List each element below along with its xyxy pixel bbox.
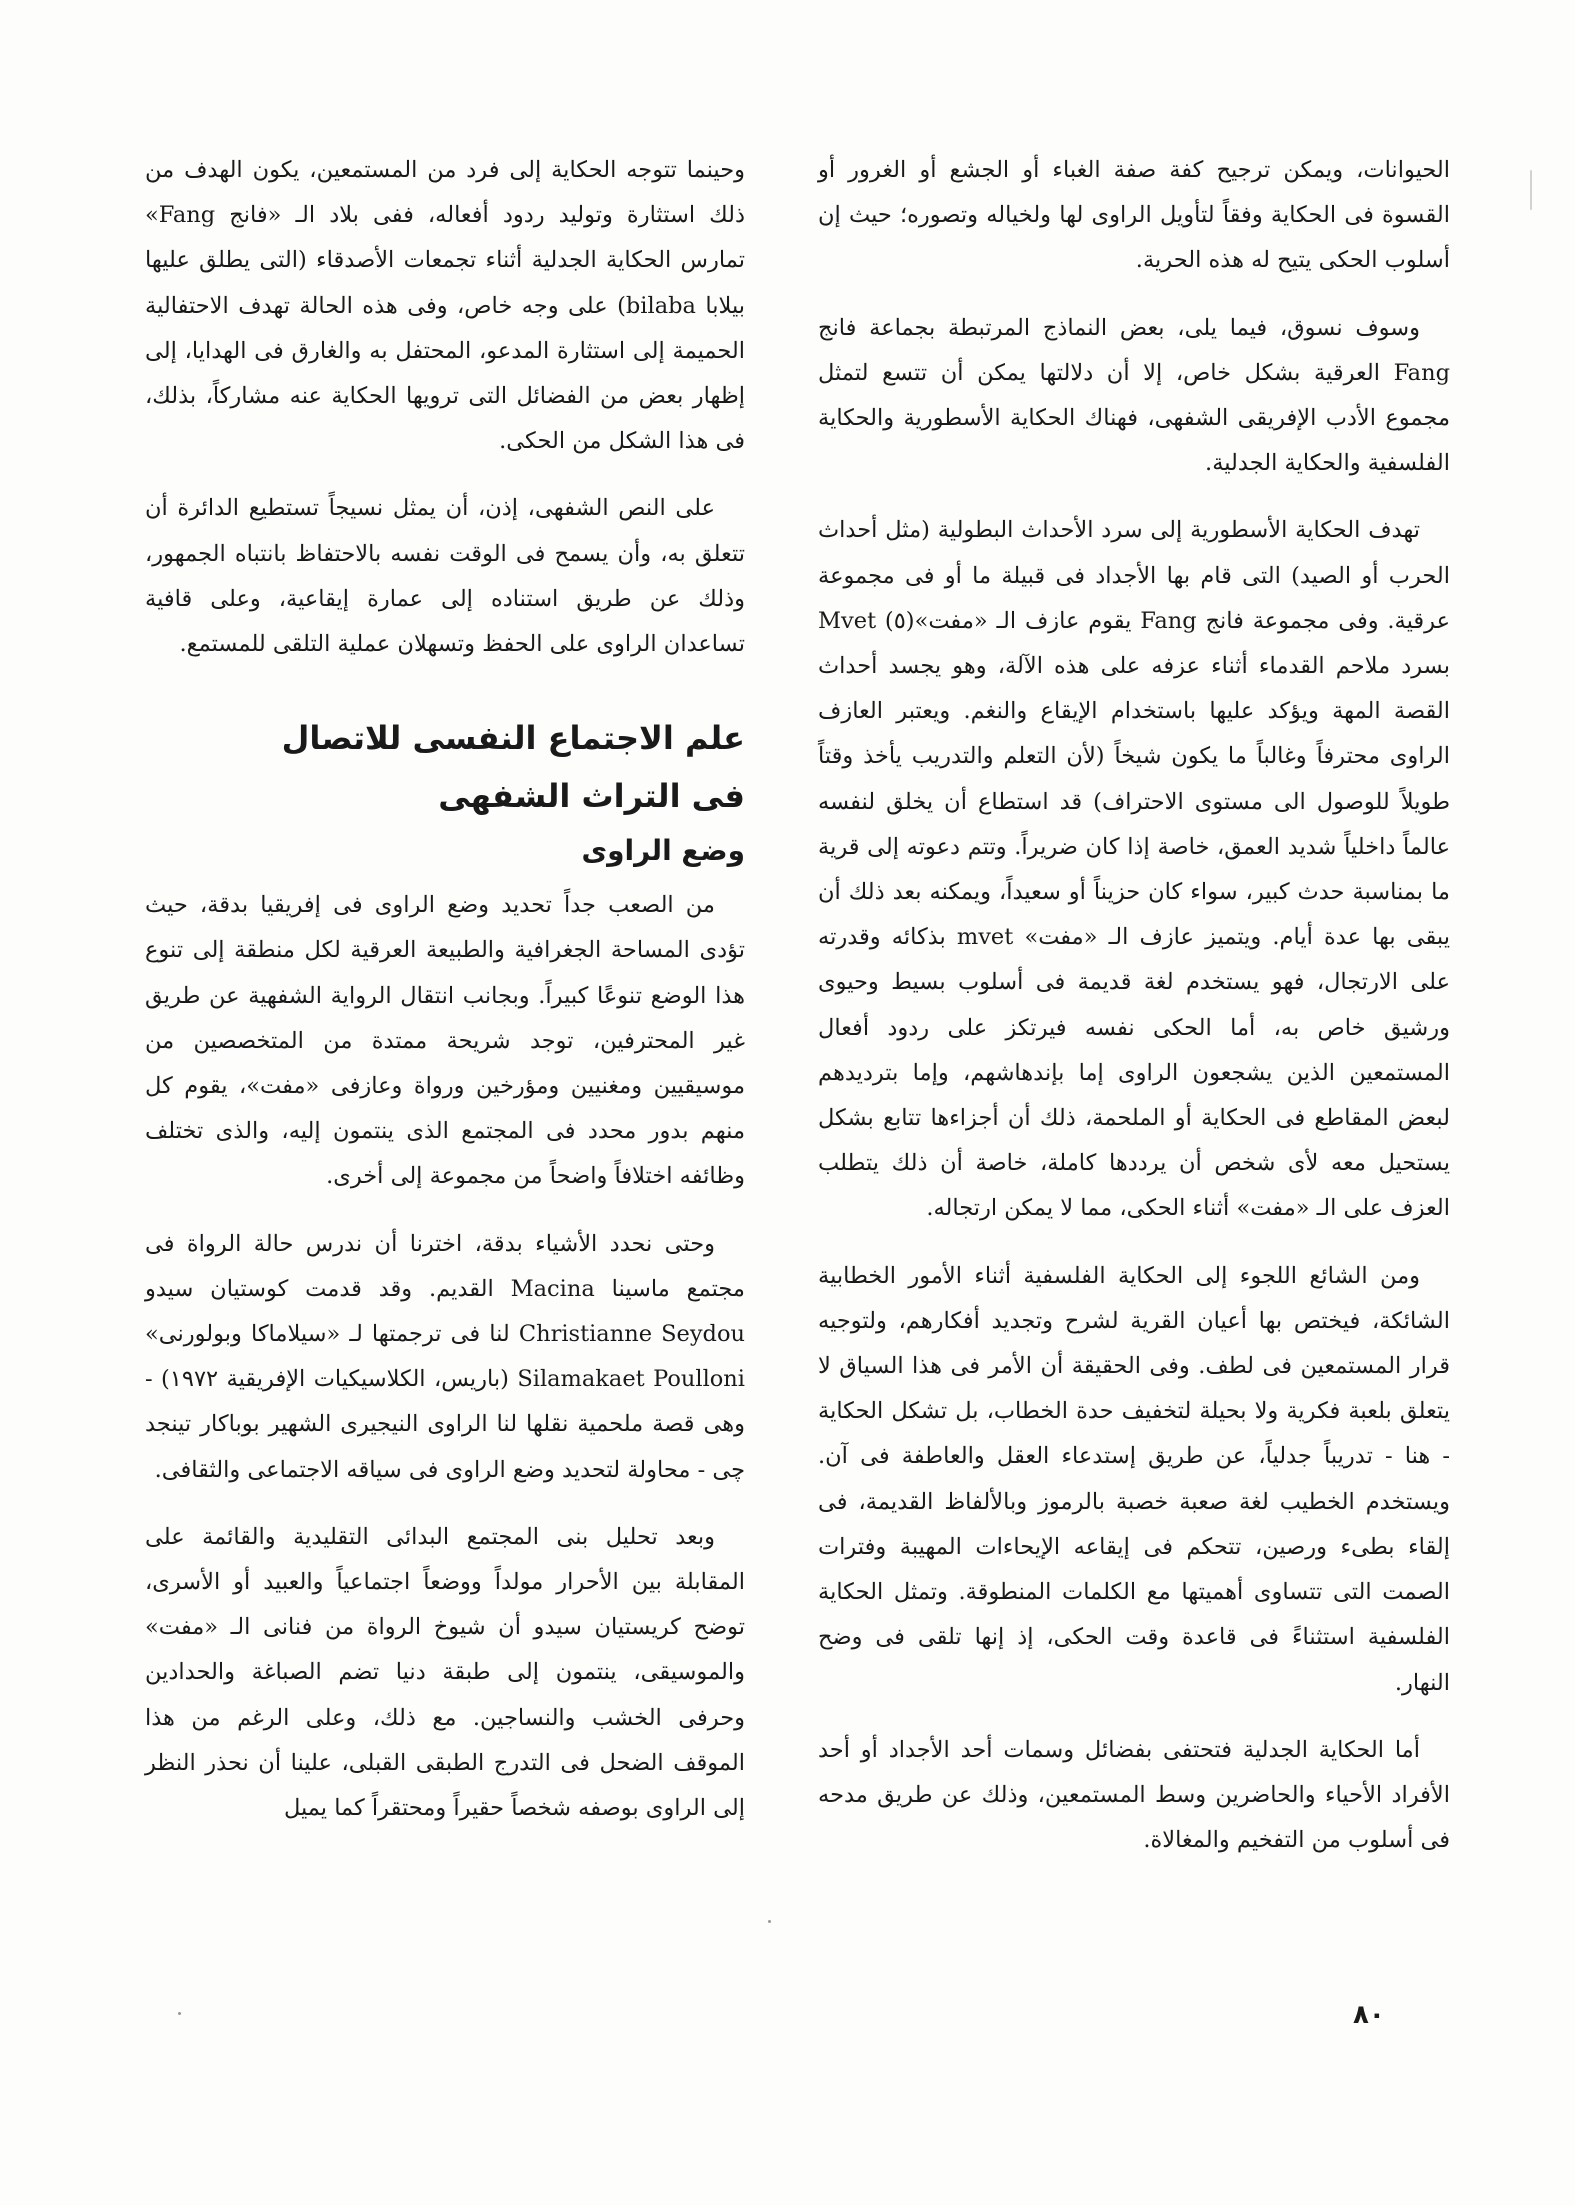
right-paragraph-1: الحيوانات، ويمكن ترجيح كفة صفة الغباء أو الجشع أو الغرور أو القسوة فى الحكاية وفقاً لتأويل الراوى لها ولخياله وتصوره؛ حيث إن أسلوب الحكى يتيح له هذه الحرية.	[818, 157, 1450, 274]
right-paragraph-3: تهدف الحكاية الأسطورية إلى سرد الأحداث البطولية (مثل أحداث الحرب أو الصيد) التى قام بها الأجداد فى قبيلة ما أو فى مجموعة عرقية. وفى مجموعة فانج Fang يقوم عازف الـ «مفت»(٥) Mvet بسرد ملاحم القدماء أثناء عزفه على هذه الآلة، وهو يجسد أحداث القصة المهة ويؤكد عليها باستخدام الإيقاع والنغم. ويعتبر العازف الراوى محترفاً وغالباً ما يكون شيخاً (لأن التعلم والتدريب يأخذ وقتاً طويلاً للوصول الى مستوى الاحتراف) قد استطاع أن يخلق لنفسه عالماً داخلياً شديد العمق، خاصة إذا كان ضريراً. وتتم دعوته إلى قرية ما بمناسبة حدث كبير، سواء كان حزيناً أو سعيداً، ويمكنه بعد ذلك أن يبقى بها عدة أيام. ويتميز عازف الـ «مفت» mvet بذكائه وقدرته على الارتجال، فهو يستخدم لغة قديمة فى أسلوب بسيط وحيوى ورشيق خاص به، أما الحكى نفسه فيرتكز على ردود أفعال المستمعين الذين يشجعون الراوى إما بإندهاشهم، وإما بترديدهم لبعض المقاطع فى الحكاية أو الملحمة، ذلك أن أجزاءها تتابع بشكل يستحيل معه لأى شخص أن يرددها كاملة، خاصة أن ذلك يتطلب العزف على الـ «مفت» أثناء الحكى، مما لا يمكن ارتجاله.	[818, 517, 1450, 1222]
left-paragraph-2: على النص الشفهى، إذن، أن يمثل نسيجاً تستطيع الدائرة أن تتعلق به، وأن يسمح فى الوقت نفسه بالاحتفاظ بانتباه الجمهور، وذلك عن طريق استناده إلى عمارة إيقاعية، وعلى قافية تساعدان الراوى على الحفظ وتسهلان عملية التلقى للمستمع.	[145, 495, 745, 658]
left-paragraph-4: وحتى نحدد الأشياء بدقة، اخترنا أن ندرس حالة الرواة فى مجتمع ماسينا Macina القديم. وقد قدمت كوستيان سيدو Christianne Seydou لنا فى ترجمتها لـ «سيلاماكا وبولورنى» Silamakaet Poulloni (باريس، الكلاسيكيات الإفريقية ١٩٧٢) - وهى قصة ملحمية نقلها لنا الراوى النيجيرى الشهير بوباكار تينجد چى - محاولة لتحديد وضع الراوى فى سياقه الاجتماعى والثقافى.	[145, 1230, 745, 1483]
scan-speck	[178, 2012, 181, 2015]
left-paragraph-3: من الصعب جداً تحديد وضع الراوى فى إفريقيا بدقة، حيث تؤدى المساحة الجغرافية والطبيعة العرقية لكل منطقة إلى تنوع هذا الوضع تنوعًا كبيراً. وبجانب انتقال الرواية الشفهية عن طريق غير المحترفين، توجد شريحة ممتدة من المتخصصين من موسيقيين ومغنيين ومؤرخين ورواة وعازفى «مفت»، يقوم كل منهم بدور محدد فى المجتمع الذى ينتمون إليه، والذى تختلف وظائفه اختلافاً واضحاً من مجموعة إلى أخرى.	[145, 892, 745, 1190]
right-paragraph-5: أما الحكاية الجدلية فتحتفى بفضائل وسمات أحد الأجداد أو أحد الأفراد الأحياء والحاضرين وسط المستمعين، وذلك عن طريق مدحه فى أسلوب من التفخيم والمغالاة.	[818, 1736, 1450, 1854]
left-column	[145, 148, 745, 1853]
scan-speck	[1530, 170, 1532, 210]
section-title-line-2: فى التراث الشفهى	[438, 777, 745, 816]
subsection-title: وضع الراوى	[581, 834, 745, 868]
section-title	[145, 709, 745, 825]
left-paragraph-5: وبعد تحليل بنى المجتمع البدائى التقليدية والقائمة على المقابلة بين الأحرار مولداً ووضعاً اجتماعياً والعبيد أو الأسرى، توضح كريستيان سيدو أن شيوخ الرواة من فنانى الـ «مفت» والموسيقى، ينتمون إلى طبقة دنيا تضم الصباغة والحدادين وحرفى الخشب والنساجين. مع ذلك، وعلى الرغم من هذا الموقف الضحل فى التدرج الطبقى القبلى، علينا أن نحذر النظر إلى الراوى بوصفه شخصاً حقيراً ومحتقراً كما يميل	[145, 1523, 745, 1822]
right-paragraph-2: وسوف نسوق، فيما يلى، بعض النماذج المرتبطة بجماعة فانج Fang العرقية بشكل خاص، إلا أن دلالتها يمكن أن تتسع لتمثل مجموع الأدب الإفريقى الشفهى، فهناك الحكاية الأسطورية والحكاية الفلسفية والحكاية الجدلية.	[818, 314, 1450, 477]
page-number: ٨٠	[1353, 2000, 1385, 2030]
section-title-line-1: علم الاجتماع النفسى للاتصال	[281, 719, 745, 758]
right-paragraph-4: ومن الشائع اللجوء إلى الحكاية الفلسفية أثناء الأمور الخطابية الشائكة، فيختص بها أعيان القرية لشرح وتجديد أفكارهم، ولتوجيه قرار المستمعين فى لطف. وفى الحقيقة أن الأمر فى هذا السياق لا يتعلق بلعبة فكرية ولا بحيلة لتخفيف حدة الخطاب، بل تشكل الحكاية - هنا - تدريباً جدلياً، عن طريق إستدعاء العقل والعاطفة فى آن. ويستخدم الخطيب لغة صعبة خصبة بالرموز وبالألفاظ القديمة، فى إلقاء بطىء ورصين، تتحكم فى إيقاعه الإيحاءات المهيبة وفترات الصمت التى تتساوى أهميتها مع الكلمات المنطوقة. وتمثل الحكاية الفلسفية استثناءً فى قاعدة وقت الحكى، إذ إنها تلقى فى وضح النهار.	[818, 1262, 1450, 1696]
scan-speck	[768, 1920, 771, 1923]
right-column	[818, 148, 1450, 1885]
left-paragraph-1: وحينما تتوجه الحكاية إلى فرد من المستمعين، يكون الهدف من ذلك استثارة وتوليد ردود أفعاله، ففى بلاد الـ «فانج Fang» تمارس الحكاية الجدلية أثناء تجمعات الأصدقاء (التى يطلق عليها بيلابا bilaba) على وجه خاص، وفى هذه الحالة تهدف الاحتفالية الحميمة إلى استثارة المدعو، المحتفل به والغارق فى الهدايا، إلى إظهار بعض من الفضائل التى ترويها الحكاية عنه مشاركاً، بذلك، فى هذا الشكل من الحكى.	[145, 157, 745, 455]
